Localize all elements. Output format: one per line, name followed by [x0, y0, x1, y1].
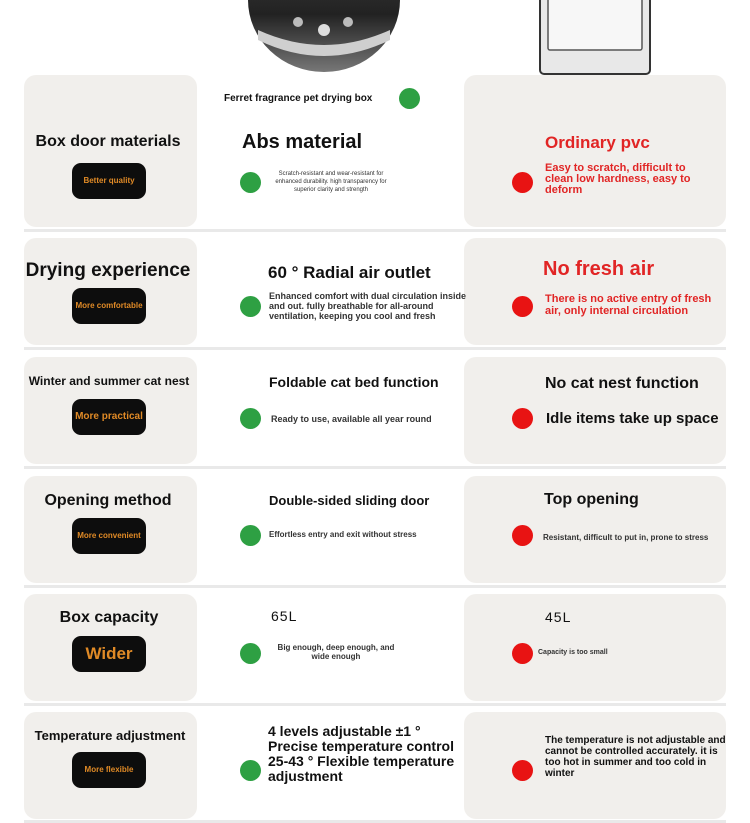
ours-feature-title: 65L: [271, 608, 298, 624]
theirs-feature-title: Top opening: [544, 491, 639, 508]
theirs-feature-desc: Easy to scratch, difficult to clean low hardness, easy to deform: [545, 162, 691, 196]
row-title: Drying experience: [25, 260, 191, 281]
advantage-badge: More practical: [72, 399, 146, 435]
competitor-card: [464, 238, 726, 345]
row-divider: [24, 703, 726, 706]
advantage-badge: Better quality: [72, 163, 146, 199]
ours-feature-desc: Effortless entry and exit without stress: [269, 530, 417, 539]
ours-feature-title: 4 levels adjustable ±1 ° Precise temperature control 25-43 ° Flexible temperature adjustment: [268, 723, 455, 784]
ours-feature-desc: Big enough, deep enough, and wide enough: [277, 643, 395, 661]
bad-indicator-icon: [512, 296, 533, 317]
theirs-feature-desc: Capacity is too small: [538, 649, 608, 656]
theirs-feature-title: No fresh air: [543, 258, 655, 280]
ours-feature-title: Foldable cat bed function: [269, 374, 439, 390]
theirs-feature-title: Ordinary pvc: [545, 133, 650, 152]
theirs-feature-title: 45L: [545, 609, 572, 625]
advantage-badge: More convenient: [72, 518, 146, 554]
theirs-feature-title: No cat nest function: [545, 375, 699, 392]
bad-indicator-icon: [512, 408, 533, 429]
row-label-card: [24, 75, 197, 227]
good-indicator-icon: [240, 296, 261, 317]
bad-indicator-icon: [512, 643, 533, 664]
ours-feature-desc: Ready to use, available all year round: [271, 414, 432, 424]
row-title: Opening method: [44, 492, 172, 509]
advantage-badge: More flexible: [72, 752, 146, 788]
bad-indicator-icon: [512, 760, 533, 781]
row-title: Winter and summer cat nest: [28, 374, 190, 388]
good-indicator-icon: [240, 525, 261, 546]
bad-indicator-icon: [512, 172, 533, 193]
ours-feature-desc: Enhanced comfort with dual circulation inside and out. fully breathable for all-around ventilation, keeping you cool and fresh: [269, 291, 467, 321]
ferret-drying-box-image: [248, 0, 400, 72]
advantage-badge: Wider: [72, 636, 146, 672]
good-indicator-icon: [399, 88, 420, 109]
row-divider: [24, 466, 726, 469]
competitor-card: [464, 594, 726, 701]
ours-feature-desc: Scratch-resistant and wear-resistant for enhanced durability. high transparency for superior clarity and strength: [275, 171, 387, 193]
row-divider: [24, 585, 726, 588]
good-indicator-icon: [240, 643, 261, 664]
ours-feature-title: 60 ° Radial air outlet: [268, 263, 431, 282]
ours-feature-title: Double-sided sliding door: [269, 493, 430, 508]
other-drying-box-image: [538, 0, 652, 76]
row-title: Box capacity: [59, 609, 159, 626]
good-indicator-icon: [240, 172, 261, 193]
ours-feature-title: Abs material: [242, 131, 363, 153]
bad-indicator-icon: [512, 525, 533, 546]
row-title: Box door materials: [35, 133, 181, 150]
row-title: Temperature adjustment: [34, 728, 186, 743]
theirs-feature-desc: Resistant, difficult to put in, prone to stress: [543, 533, 709, 542]
theirs-feature-desc: There is no active entry of fresh air, only internal circulation: [545, 293, 712, 317]
advantage-badge: More comfortable: [72, 288, 146, 324]
theirs-feature-desc: The temperature is not adjustable and cannot be controlled accurately. it is too hot in summer and too cold in winter: [545, 735, 726, 779]
good-indicator-icon: [240, 408, 261, 429]
row-divider: [24, 229, 726, 232]
row-divider: [24, 347, 726, 350]
theirs-feature-desc: Idle items take up space: [546, 410, 719, 427]
good-indicator-icon: [240, 760, 261, 781]
ours-product-label: Ferret fragrance pet drying box: [224, 93, 373, 104]
